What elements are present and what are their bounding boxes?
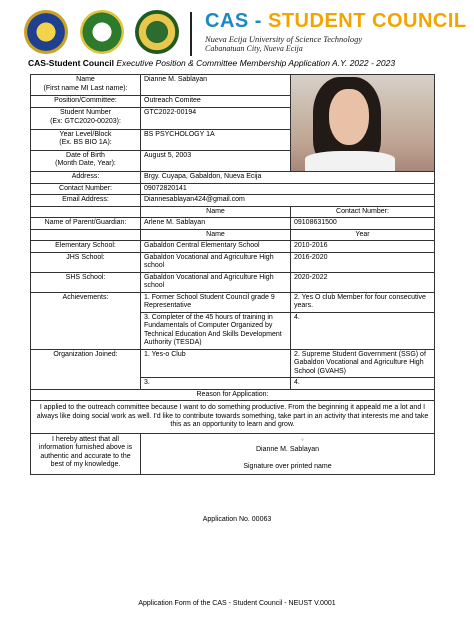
- parent-name: Arlene M. Sablayan: [141, 218, 291, 230]
- table-row: [31, 252, 435, 272]
- subheader-school-name: Name: [141, 229, 291, 241]
- photo-cell: [291, 75, 435, 172]
- university-location: Cabanatuan City, Nueva Ecija: [205, 44, 303, 53]
- table-row: [31, 349, 435, 378]
- attestation-statement: I hereby attest that all information furnished above is authentic and accurate to the best of my knowledge.: [31, 433, 141, 474]
- header-title: [205, 10, 467, 33]
- parent-contact: 09108631500: [291, 218, 435, 230]
- position-value: Outreach Comitee: [141, 96, 291, 108]
- address-label: Address:: [31, 172, 141, 184]
- organization-4: 4.: [291, 378, 435, 390]
- table-row: [31, 75, 435, 96]
- year-level-value: BS PSYCHOLOGY 1A: [141, 129, 291, 150]
- contact-value: 09072820141: [141, 183, 435, 195]
- form-title-desc: Executive Position & Committee Membership Application A.Y. 2022 - 2023: [113, 58, 396, 68]
- address-value: Brgy. Cuyapa, Gabaldon, Nueva Ecija: [141, 172, 435, 184]
- organization-2: 2. Supreme Student Government (SSG) of Gabaldon Vocational and Agriculture High School (GVAHS): [291, 349, 435, 378]
- shs-label: SHS School:: [31, 272, 141, 292]
- jhs-label: JHS School:: [31, 252, 141, 272]
- header-title-cas: CAS -: [205, 10, 268, 32]
- table-row: [31, 206, 435, 218]
- subheader-year: Year: [291, 229, 435, 241]
- elementary-label: Elementary School:: [31, 241, 141, 253]
- achievement-2: 2. Yes O club Member for four consecutive years.: [291, 292, 435, 312]
- table-row: [31, 218, 435, 230]
- email-label: Email Address:: [31, 195, 141, 207]
- table-row: [31, 401, 435, 434]
- position-label: Position/Committee:: [31, 96, 141, 108]
- form-title-org: CAS-Student Council: [28, 58, 114, 68]
- dob-label: Date of Birth (Month Date, Year):: [31, 150, 141, 171]
- email-value: Diannesablayan424@gmail.com: [141, 195, 435, 207]
- reason-heading: Reason for Application:: [31, 389, 435, 401]
- application-number: Application No. 00063: [202, 516, 272, 523]
- contact-label: Contact Number:: [31, 183, 141, 195]
- signature-mark: ◦: [301, 434, 304, 444]
- subheader-name: Name: [141, 206, 291, 218]
- dob-value: August 5, 2003: [141, 150, 291, 171]
- year-level-label: Year Level/Block (Ex. BS BIO 1A):: [31, 129, 141, 150]
- application-table: [30, 74, 435, 475]
- organization-1: 1. Yes-o Club: [141, 349, 291, 378]
- name-label: Name (First name MI Last name):: [31, 75, 141, 96]
- table-row: [31, 433, 435, 474]
- jhs-year: 2016-2020: [291, 252, 435, 272]
- header-title-student-council: STUDENT COUNCIL: [268, 10, 467, 32]
- page-footer: Application Form of the CAS - Student Council - NEUST V.0001: [138, 600, 336, 607]
- table-row: [31, 172, 435, 184]
- signature-cell: [141, 433, 435, 474]
- table-row: [31, 272, 435, 292]
- student-number-value: GTC2022-00194: [141, 108, 291, 129]
- table-row: [31, 389, 435, 401]
- achievement-4: 4.: [291, 312, 435, 349]
- table-row: [31, 229, 435, 241]
- header-divider: [190, 12, 192, 56]
- elementary-year: 2010-2016: [291, 241, 435, 253]
- signature-caption: Signature over printed name: [243, 462, 332, 470]
- elementary-name: Gabaldon Central Elementary School: [141, 241, 291, 253]
- table-row: [31, 241, 435, 253]
- reason-text: I applied to the outreach committee because I want to do something productive. From the beginning it appeald me a lot and I always like doing social work as well. I'd like to contribute towards something, take part in an activity that interests me and take this as an opportunity to learn and grow.: [31, 401, 435, 434]
- table-row: [31, 292, 435, 312]
- signer-name: Dianne M. Sablayan: [255, 445, 320, 453]
- applicant-photo: [291, 75, 434, 171]
- university-name: Nueva Ecija University of Science Technology: [205, 34, 363, 44]
- table-row: [31, 195, 435, 207]
- organization-label: Organization Joined:: [31, 349, 141, 389]
- organization-3: 3.: [141, 378, 291, 390]
- parent-label: Name of Parent/Guardian:: [31, 218, 141, 230]
- college-seal-logo: [80, 10, 124, 54]
- student-council-seal-logo: [135, 10, 179, 54]
- achievement-3: 3. Completer of the 45 hours of training in Fundamentals of Computer Organized by Technical Education And Skills Development Authority (TESDA): [141, 312, 291, 349]
- student-number-label: Student Number (Ex: GTC2020-00203):: [31, 108, 141, 129]
- achievement-1: 1. Former School Student Council grade 9 Representative: [141, 292, 291, 312]
- university-seal-logo: [24, 10, 68, 54]
- achievements-label: Achievements:: [31, 292, 141, 349]
- name-value: Dianne M. Sablayan: [141, 75, 291, 96]
- shs-year: 2020-2022: [291, 272, 435, 292]
- form-title: [28, 58, 395, 68]
- table-row: [31, 183, 435, 195]
- subheader-contact: Contact Number:: [291, 206, 435, 218]
- shs-name: Gabaldon Vocational and Agriculture High school: [141, 272, 291, 292]
- jhs-name: Gabaldon Vocational and Agriculture High school: [141, 252, 291, 272]
